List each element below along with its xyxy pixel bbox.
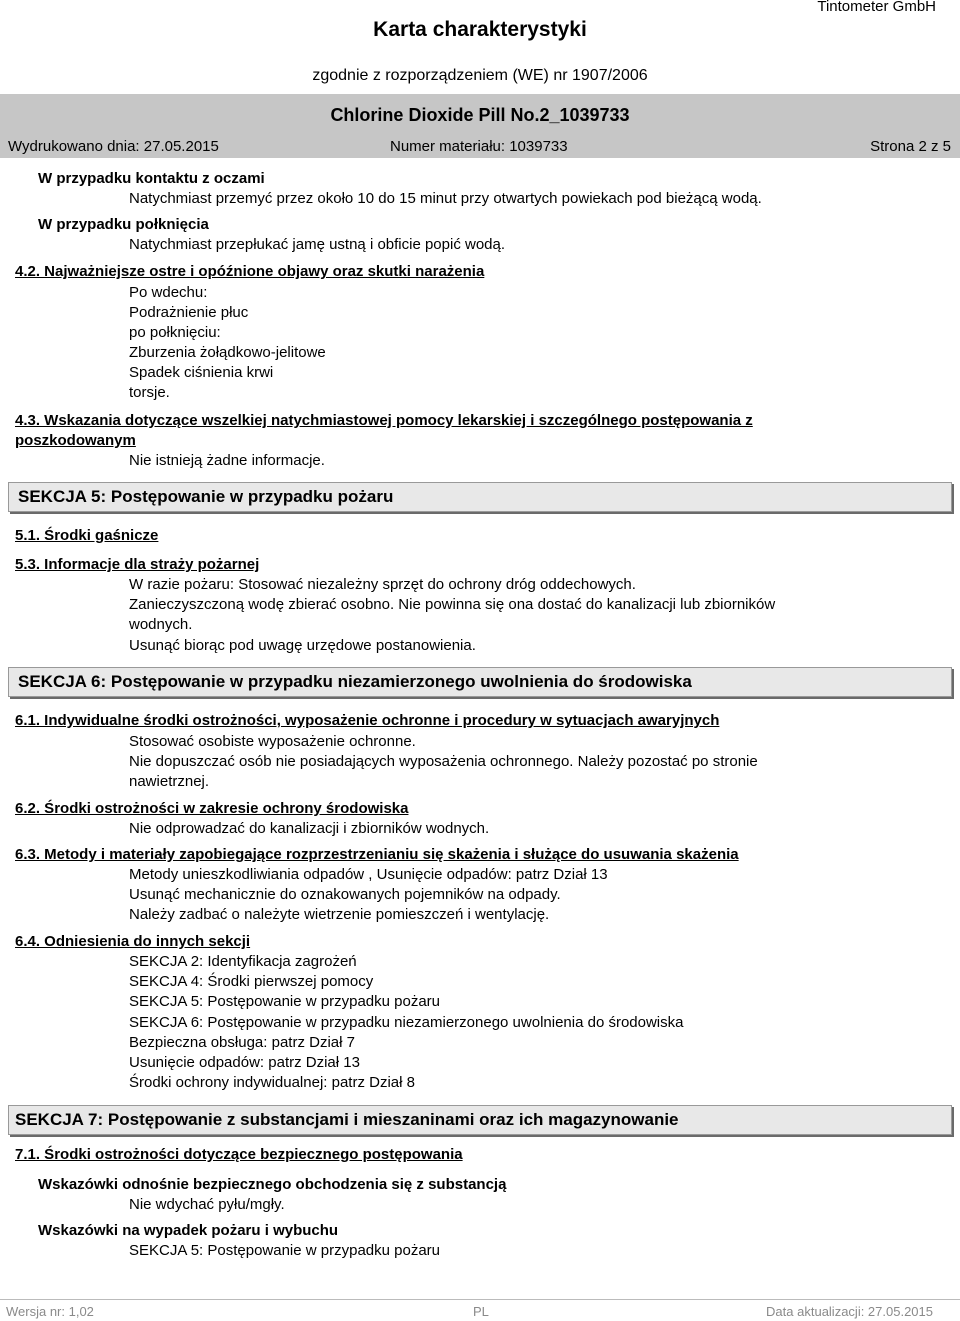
- firefighter-info-line: W razie pożaru: Stosować niezależny sprzęt do ochrony dróg oddechowych.: [129, 576, 636, 593]
- precaution-line: Nie dopuszczać osób nie posiadających wyposażenia ochronnego. Należy pozostać po stronie: [129, 753, 758, 770]
- section-7-title: SEKCJA 7: Postępowanie z substancjami i mieszaninami oraz ich magazynowanie: [15, 1110, 679, 1129]
- symptom-line: Spadek ciśnienia krwi: [129, 364, 274, 381]
- fire-explosion-text: SEKCJA 5: Postępowanie w przypadku pożaru: [129, 1242, 441, 1259]
- swallowing-text: Natychmiast przepłukać jamę ustną i obficie popić wodą.: [129, 236, 506, 253]
- eyes-contact-heading: W przypadku kontaktu z oczami: [38, 170, 265, 187]
- reference-line: Usunięcie odpadów: patrz Dział 13: [129, 1054, 360, 1071]
- precaution-line: Stosować osobiste wyposażenie ochronne.: [129, 733, 416, 750]
- firefighter-info-line: wodnych.: [129, 616, 193, 633]
- swallowing-heading: W przypadku połknięcia: [38, 216, 209, 233]
- print-date: Wydrukowano dnia: 27.05.2015: [8, 138, 219, 155]
- subsection-4-3-heading-cont: poszkodowanym: [15, 432, 136, 449]
- section-5-title: SEKCJA 5: Postępowanie w przypadku pożaru: [18, 487, 394, 506]
- fire-explosion-heading: Wskazówki na wypadek pożaru i wybuchu: [38, 1222, 339, 1239]
- subsection-6-2-heading: 6.2. Środki ostrożności w zakresie ochrony środowiska: [15, 800, 409, 817]
- subsection-5-1-heading: 5.1. Środki gaśnicze: [15, 527, 159, 544]
- page-number: Strona 2 z 5: [870, 138, 951, 155]
- containment-line: Usunąć mechanicznie do oznakowanych pojemników na odpady.: [129, 886, 561, 903]
- subsection-4-3-heading: 4.3. Wskazania dotyczące wszelkiej natychmiastowej pomocy lekarskiej i szczególnego postępowania z: [15, 412, 753, 429]
- safe-handling-heading: Wskazówki odnośnie bezpiecznego obchodzenia się z substancją: [38, 1176, 507, 1193]
- subsection-6-4-heading: 6.4. Odniesienia do innych sekcji: [15, 933, 251, 950]
- reference-line: Bezpieczna obsługa: patrz Dział 7: [129, 1034, 355, 1051]
- symptom-line: torsje.: [129, 384, 170, 401]
- regulation-subtitle: zgodnie z rozporządzeniem (WE) nr 1907/2006: [312, 67, 648, 84]
- footer-divider: [0, 1299, 960, 1300]
- symptom-line: Zburzenia żołądkowo-jelitowe: [129, 344, 326, 361]
- safe-handling-text: Nie wdychać pyłu/mgły.: [129, 1196, 285, 1213]
- reference-line: SEKCJA 2: Identyfikacja zagrożeń: [129, 953, 357, 970]
- subsection-6-3-heading: 6.3. Metody i materiały zapobiegające rozprzestrzenianiu się skażenia i służące do usuwania skażenia: [15, 846, 739, 863]
- subsection-7-1-heading: 7.1. Środki ostrożności dotyczące bezpiecznego postępowania: [15, 1146, 463, 1163]
- containment-line: Należy zadbać o należyte wietrzenie pomieszczeń i wentylację.: [129, 906, 550, 923]
- firefighter-info-line: Zanieczyszczoną wodę zbierać osobno. Nie powinna się ona dostać do kanalizacji lub zbiorników: [129, 596, 776, 613]
- reference-line: SEKCJA 5: Postępowanie w przypadku pożaru: [129, 993, 441, 1010]
- language-code: PL: [473, 1304, 489, 1319]
- precaution-line: nawietrznej.: [129, 773, 210, 790]
- subsection-4-3-text: Nie istnieją żadne informacje.: [129, 452, 325, 469]
- eyes-contact-text: Natychmiast przemyć przez około 10 do 15 minut przy otwartych powiekach pod bieżącą wodą.: [129, 190, 762, 207]
- reference-line: SEKCJA 6: Postępowanie w przypadku niezamierzonego uwolnienia do środowiska: [129, 1014, 684, 1031]
- symptom-line: po połknięciu:: [129, 324, 221, 341]
- document-title: Karta charakterystyki: [373, 18, 587, 41]
- reference-line: SEKCJA 4: Środki pierwszej pomocy: [129, 973, 374, 990]
- section-6-title: SEKCJA 6: Postępowanie w przypadku niezamierzonego uwolnienia do środowiska: [18, 672, 692, 691]
- subsection-4-2-heading: 4.2. Najważniejsze ostre i opóźnione objawy oraz skutki narażenia: [15, 263, 485, 280]
- environment-text: Nie odprowadzać do kanalizacji i zbiorników wodnych.: [129, 820, 490, 837]
- firefighter-info-line: Usunąć biorąc pod uwagę urzędowe postanowienia.: [129, 637, 476, 654]
- product-name: Chlorine Dioxide Pill No.2_1039733: [330, 105, 630, 125]
- material-number: Numer materiału: 1039733: [390, 138, 568, 155]
- update-date: Data aktualizacji: 27.05.2015: [766, 1304, 933, 1319]
- symptom-line: Po wdechu:: [129, 284, 208, 301]
- company-name: Tintometer GmbH: [817, 0, 936, 15]
- version-number: Wersja nr: 1,02: [6, 1304, 94, 1319]
- subsection-6-1-heading: 6.1. Indywidualne środki ostrożności, wyposażenie ochronne i procedury w sytuacjach awaryjnych: [15, 712, 720, 729]
- symptom-line: Podrażnienie płuc: [129, 304, 249, 321]
- reference-line: Środki ochrony indywidualnej: patrz Dział 8: [129, 1074, 415, 1091]
- subsection-5-3-heading: 5.3. Informacje dla straży pożarnej: [15, 556, 260, 573]
- containment-line: Metody unieszkodliwiania odpadów , Usunięcie odpadów: patrz Dział 13: [129, 866, 608, 883]
